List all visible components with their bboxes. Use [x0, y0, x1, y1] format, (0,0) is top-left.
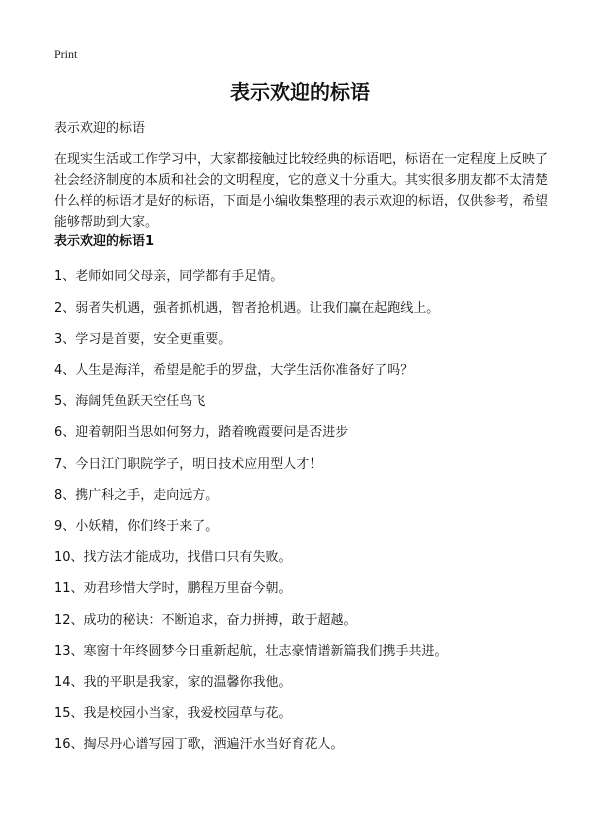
list-item: 8、携广科之手，走向远方。 — [54, 488, 219, 503]
list-item: 16、掏尽丹心谱写园丁歌，洒遍汗水当好育花人。 — [54, 737, 344, 752]
list-item: 1、老师如同父母亲，同学都有手足情。 — [54, 269, 284, 284]
list-item: 4、人生是海洋，希望是舵手的罗盘，大学生活你准备好了吗？ — [54, 363, 414, 378]
list-item: 2、弱者失机遇，强者抓机遇，智者抢机遇。让我们赢在起跑线上。 — [54, 301, 440, 316]
list-item: 12、成功的秘诀：不断追求，奋力拼搏，敢于超越。 — [54, 613, 357, 628]
list-item: 9、小妖精，你们终于来了。 — [54, 519, 219, 534]
document-subtitle: 表示欢迎的标语 — [54, 121, 146, 136]
section-heading: 表示欢迎的标语1 — [54, 234, 155, 249]
list-item: 11、劝君珍惜大学时，鹏程万里奋今朝。 — [54, 581, 292, 596]
list-item: 3、学习是首要，安全更重要。 — [54, 332, 232, 347]
intro-paragraph: 在现实生活或工作学习中，大家都接触过比较经典的标语吧，标语在一定程度上反映了社会经济制度的本质和社会的文明程度，它的意义十分重大。其实很多朋友都不太清楚什么样的标语才是好的标语，下面是小编收集整理的表示欢迎的标语，仅供参考，希望能够帮助到大家。 — [54, 152, 549, 230]
print-link[interactable]: Print — [54, 47, 78, 61]
list-item: 10、找方法才能成功，找借口只有失败。 — [54, 550, 292, 565]
list-item: 14、我的平职是我家，家的温馨你我他。 — [54, 675, 292, 690]
list-item: 5、海阔凭鱼跃天空任鸟飞 — [54, 394, 206, 409]
document-title: 表示欢迎的标语 — [230, 80, 370, 104]
list-item: 6、迎着朝阳当思如何努力，踏着晚霞要问是否进步 — [54, 425, 349, 440]
list-item: 15、我是校园小当家，我爱校园草与花。 — [54, 706, 292, 721]
list-item: 13、寒窗十年终圆梦今日重新起航，壮志豪情谱新篇我们携手共进。 — [54, 644, 448, 659]
list-item: 7、今日江门职院学子，明日技术应用型人才！ — [54, 457, 323, 472]
